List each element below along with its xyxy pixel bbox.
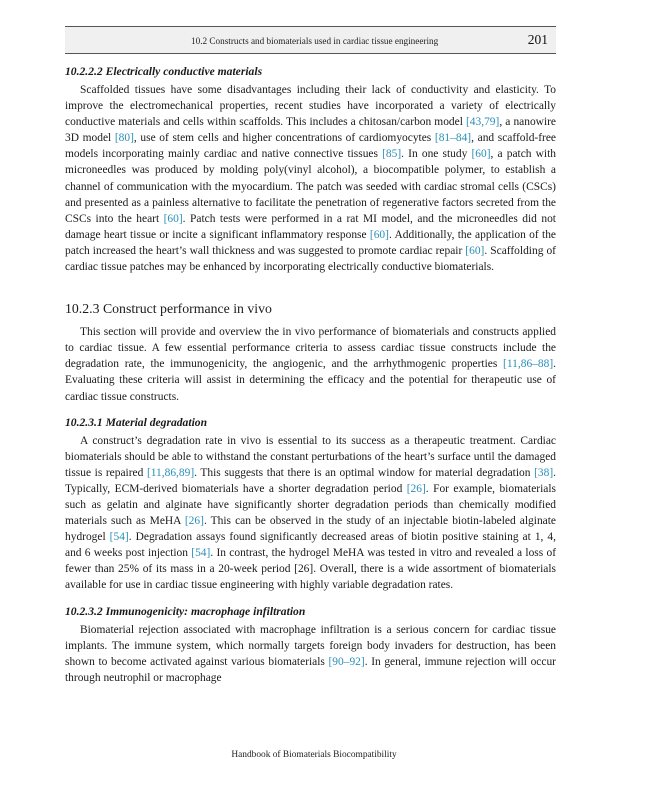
- citation-link[interactable]: [54]: [109, 531, 129, 544]
- citation-link[interactable]: [80]: [114, 132, 134, 145]
- text-run: . Typically, ECM-derived biomaterials have a shorter degradation period: [65, 466, 556, 495]
- section-title: Material degradation: [105, 415, 208, 429]
- text-run: . For example, biomaterials such as gelatin and alginate have significantly shorter degradation periods than chemically modified materials such as MeHA: [65, 482, 557, 528]
- citation-link[interactable]: [54]: [191, 547, 211, 560]
- paragraph-material-degradation: [65, 433, 556, 594]
- running-header: [65, 26, 556, 54]
- section-heading-10-2-2-2: [65, 64, 556, 80]
- citation-link[interactable]: [11,86–88]: [503, 358, 554, 371]
- text-run: . In contrast, the hydrogel MeHA was tested in vitro and revealed a loss of fewer than 25% of its mass in a 20-week period [26]. Overall, there is a wide assortment of biomaterials available for use in cardiac tissue engineering with highly variable degradation rates.: [65, 547, 557, 592]
- section-heading-10-2-3-1: [65, 415, 556, 431]
- citation-link[interactable]: [60]: [369, 228, 389, 241]
- section-number: 10.2.2.2: [65, 65, 103, 78]
- text-run: This section will provide and overview the in vivo performance of biomaterials and constructs applied to cardiac tissue. A few essential performance criteria to assess cardiac tissue constructs include the degradation rate, the immunogenicity, the angiogenic, and the arrhythmogenic properties: [65, 326, 556, 371]
- text-run: , use of stem cells and higher concentrations of cardiomyocytes: [133, 132, 435, 145]
- citation-link[interactable]: [90–92]: [328, 655, 365, 668]
- citation-link[interactable]: [11,86,89]: [146, 466, 195, 479]
- section-title: Immunogenicity: macrophage infiltration: [105, 604, 306, 618]
- paragraph-immunogenicity: [65, 622, 556, 686]
- section-title: Construct performance in vivo: [102, 301, 272, 317]
- citation-link[interactable]: [85]: [382, 148, 402, 161]
- text-run: , a nanowire 3D model: [65, 116, 557, 145]
- citation-link[interactable]: [26]: [406, 482, 426, 495]
- citation-link[interactable]: [81–84]: [434, 132, 472, 145]
- section-title: Electrically conductive materials: [105, 65, 263, 78]
- page-number: 201: [527, 32, 548, 47]
- text-run: Biomaterial rejection associated with macrophage infiltration is a serious concern for cardiac tissue implants. The immune system, which normally targets foreign body invaders for destruction, has been shown to become activated against various biomaterials: [65, 623, 556, 668]
- citation-link[interactable]: [60]: [465, 244, 485, 257]
- section-heading-10-2-3-2: [65, 604, 556, 620]
- text-run: . Patch tests were performed in a rat MI model, and the microneedles did not damage heart tissue or incite a significant inflammatory response: [65, 212, 556, 241]
- text-run: . Evaluating these criteria will assist in determining the efficacy and the potential for therapeutic use of cardiac tissue constructs.: [65, 358, 556, 403]
- text-run: A construct’s degradation rate in vivo is essential to its success as a therapeutic treatment. Cardiac biomaterials should be able to withstand the constant perturbations of the heart’s surface until the damaged tissue is repaired: [65, 434, 556, 479]
- citation-link[interactable]: [38]: [534, 466, 554, 479]
- text-run: . This can be observed in the study of an injectable biotin-labeled alginate hydrogel: [65, 515, 557, 544]
- citation-link[interactable]: [26]: [184, 515, 204, 528]
- text-run: Scaffolded tissues have some disadvantages including their lack of conductivity and elasticity. To improve the electromechanical properties, recent studies have incorporated a variety of electrically conductive materials and cells within scaffolds. This includes a chitosan/carbon model: [65, 84, 556, 129]
- section-heading-10-2-3: [65, 299, 556, 319]
- text-run: . In general, immune rejection will occur through neutrophil or macrophage: [65, 655, 556, 684]
- citation-link[interactable]: [60]: [163, 212, 183, 225]
- paragraph-construct-performance: [65, 324, 556, 404]
- citation-link[interactable]: [43,79]: [465, 116, 500, 129]
- text-run: . Additionally, the application of the patch increased the heart’s wall thickness and was suggested to promote cardiac repair: [65, 228, 556, 257]
- text-run: . Degradation assays found significantly decreased areas of biotin positive staining at 1, 4, and 6 weeks post injection: [65, 531, 556, 560]
- section-number: 10.2.3.2: [65, 604, 103, 618]
- paragraph-electrically-conductive: [65, 82, 556, 275]
- page-footer: Handbook of Biomaterials Biocompatibility: [231, 750, 397, 760]
- citation-link[interactable]: [60]: [471, 148, 491, 161]
- running-title: 10.2 Constructs and biomaterials used in cardiac tissue engineering: [191, 36, 439, 46]
- text-run: . Scaffolding of cardiac tissue patches may be enhanced by incorporating electrically conductive biomaterials.: [65, 244, 556, 274]
- page-content: [65, 64, 556, 686]
- text-run: . In one study: [401, 148, 472, 161]
- text-run: , and scaffold-free models incorporating mainly cardiac and native connective tissues: [65, 132, 556, 161]
- text-run: , a patch with microneedles was produced by molding poly(vinyl alcohol), a biocompatible polymer, to establish a channel of communication with the myocardium. The patch was seeded with cardiac stromal cells (CSCs) and presented as a painless alternative to facilitate the penetration of regenerative factors secreted from the CSCs into the heart: [65, 148, 556, 225]
- text-run: . This suggests that there is an optimal window for material degradation: [194, 466, 535, 479]
- section-number: 10.2.3.1: [65, 415, 103, 429]
- section-number: 10.2.3: [65, 301, 100, 317]
